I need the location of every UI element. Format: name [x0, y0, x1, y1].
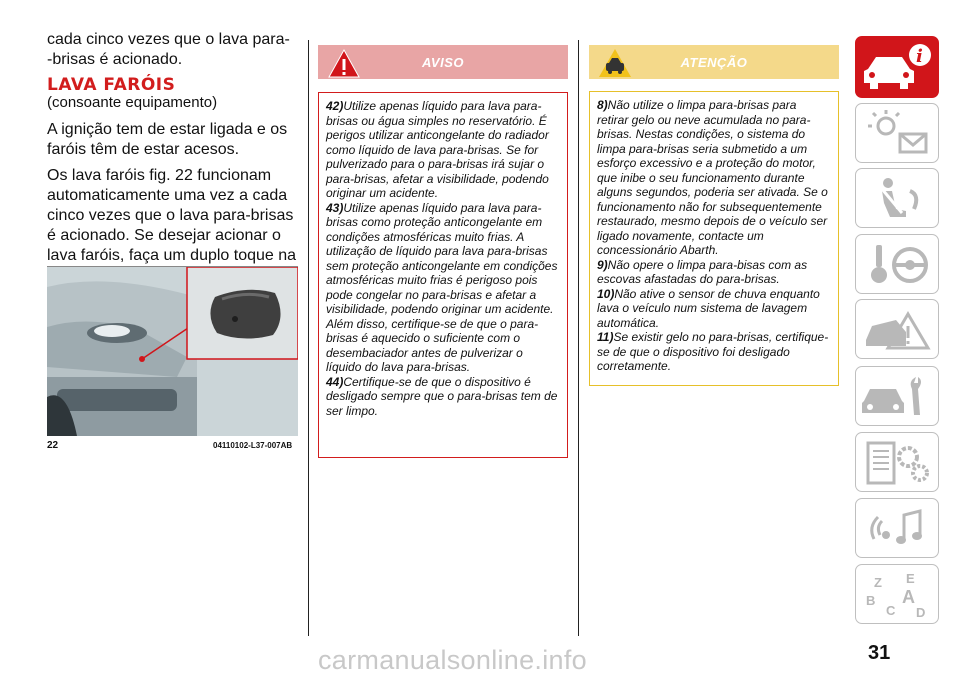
tab-technical-data[interactable]: [855, 432, 939, 492]
spec-sheet-gears-icon: [856, 433, 940, 493]
index-letter-b: B: [866, 593, 876, 608]
note-text: Não utilize o limpa para-brisas para retirar gelo ou neve acumulada no para-brisas. Nestas condições, o sistema do limpa para-brisas seria submetido a um esforço excessivo e a proteção do motor, que inibe o seu funcionamento durante alguns segundos, poderia ser ativada. Se o funcionamento não for subsequentemente restaurado, mesmo depois de o veículo ser ligado novamente, contacte um concessionário Abarth.: [597, 98, 828, 257]
aviso-header: [318, 45, 568, 79]
headlamp-washer-photo: [47, 266, 298, 436]
note-42: [326, 99, 560, 201]
note-number: 8): [597, 98, 608, 112]
index-letter-a: A: [902, 587, 915, 607]
note-number: 10): [597, 286, 615, 301]
tab-safety[interactable]: [855, 168, 939, 228]
column-divider-1: [308, 40, 309, 636]
note-number: 43): [326, 200, 344, 215]
note-number: 42): [326, 99, 344, 113]
alphabet-index-icon: [856, 565, 940, 625]
accident-warning-icon: [856, 300, 940, 360]
main-column: [47, 30, 299, 292]
index-letter-c: C: [886, 603, 896, 618]
intro-line-2: -brisas é acionado.: [47, 51, 183, 68]
tab-maintenance[interactable]: [855, 366, 939, 426]
aviso-title: AVISO: [422, 55, 464, 70]
index-letter-d: D: [916, 605, 926, 620]
note-text: Não opere o limpa para-bisas com as escovas afastadas do para-brisas.: [597, 257, 808, 286]
figure-code: 04110102-L37-007AB: [213, 441, 293, 450]
watermark: carmanualsonline.info: [318, 645, 587, 675]
key-steering-wheel-icon: [856, 235, 940, 295]
index-letter-z: Z: [874, 575, 882, 590]
note-number: 11): [597, 330, 614, 344]
note-number: 44): [326, 374, 344, 389]
figure-number: 22: [47, 440, 59, 451]
note-9: [597, 258, 831, 287]
note-text: Certifique-se de que o dispositivo é desligado sempre que o para-brisas tem de ser limpo.: [326, 374, 558, 418]
note-text: Não ative o sensor de chuva enquanto lava o veículo num sistema de lavagem automática.: [597, 286, 820, 330]
tab-index[interactable]: [855, 564, 939, 624]
column-divider-2: [578, 40, 579, 636]
paragraph-2: Os lava faróis fig. 22 funcionam automaticamente uma vez a cada cinco vezes que o lava para-brisas é acionado. Se desejar acionar o lava faróis, faça um duplo toque na: [47, 167, 297, 264]
note-text: Utilize apenas líquido para lava para-brisas como proteção anticongelante em condições atmosféricas muito frias. A utilização de líquido para lava para-brisas sem proteção anticongelante em condições atmosféricas muito frias é perigoso pois pode congelar no para-brisas e afetar a visibilidade, podendo originar um acidente. Além disso, certifique-se de que o para-brisas é aquecido o suficiente com o desembaciador antes de pulverizar o líquido do lava para-brisas.: [326, 200, 558, 374]
note-44: [326, 375, 560, 419]
atencao-box: [589, 91, 839, 386]
note-10: [597, 287, 831, 331]
tab-car-info[interactable]: [855, 36, 939, 98]
tab-emergency[interactable]: [855, 299, 939, 359]
warning-lights-icon: [856, 104, 940, 164]
page-number: 31: [868, 642, 891, 664]
tab-starting-driving[interactable]: [855, 234, 939, 294]
note-43: [326, 201, 560, 375]
note-text: Utilize apenas líquido para lava para-brisas ou água simples no reservatório. É perigos utilizar anticongelante do radiador como líquido de lava para-brisas. Se for pulverizado para o para-brisas irá sujar o para-brisas, afetar a visibilidade, podendo originar um acidente.: [326, 99, 549, 200]
car-info-icon: [856, 37, 940, 99]
intro-text: [47, 30, 299, 70]
music-signal-icon: [856, 499, 940, 559]
note-8: [597, 98, 831, 258]
section-subtitle: (consoante equipamento): [47, 94, 218, 111]
section-title: LAVA FARÓIS: [47, 75, 176, 95]
seat-airbag-icon: [856, 169, 940, 229]
tab-multimedia[interactable]: [855, 498, 939, 558]
atencao-header: [589, 45, 839, 79]
index-letter-e: E: [906, 571, 915, 586]
car-wrench-icon: [856, 367, 940, 427]
tab-warning-lights[interactable]: [855, 103, 939, 163]
aviso-box: [318, 92, 568, 458]
paragraph-1: A ignição tem de estar ligada e os faróis têm de estar acesos.: [47, 121, 288, 158]
intro-line-1: cada cinco vezes que o lava para-: [47, 31, 290, 48]
note-text: Se existir gelo no para-brisas, certifique-se de que o dispositivo foi desligado corretamente.: [597, 330, 829, 373]
atencao-title: ATENÇÃO: [680, 55, 748, 70]
note-number: 9): [597, 257, 608, 272]
note-11: [597, 330, 831, 374]
svg-text:i: i: [916, 46, 923, 67]
